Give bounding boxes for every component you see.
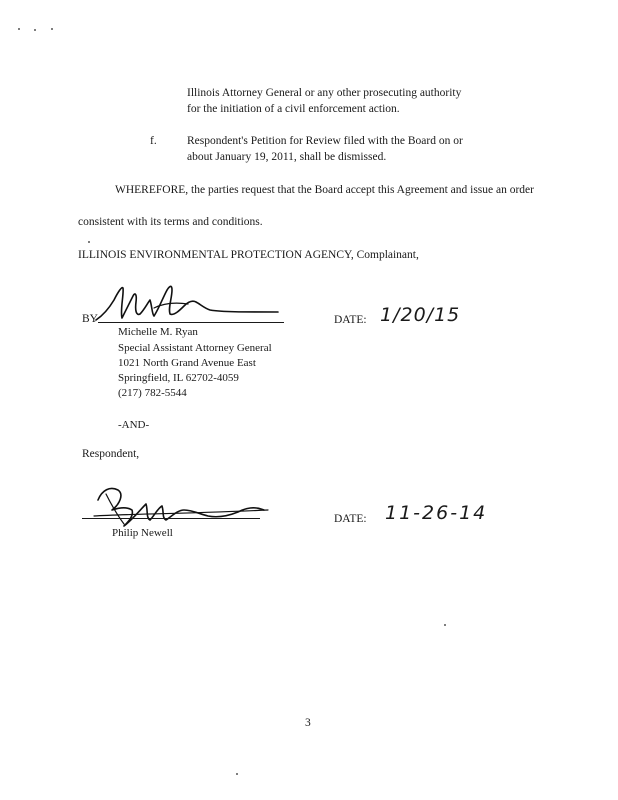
complainant-address-1: 1021 North Grand Avenue East <box>118 357 256 369</box>
and-separator: -AND- <box>118 419 150 431</box>
item-e-line-1: Illinois Attorney General or any other prosecuting authority <box>187 87 462 99</box>
complainant-phone: (217) 782-5544 <box>118 387 187 399</box>
item-f-marker: f. <box>150 135 157 147</box>
complainant-signature <box>92 280 282 330</box>
complainant-address-2: Springfield, IL 62702-4059 <box>118 372 239 384</box>
scan-speck <box>444 624 446 626</box>
item-e-line-2: for the initiation of a civil enforcement action. <box>187 103 400 115</box>
page-number: 3 <box>305 717 311 729</box>
scan-speck <box>18 28 20 30</box>
by-label: BY <box>82 313 98 325</box>
complainant-date-value: 1/20/15 <box>380 304 461 326</box>
wherefore-line-2: consistent with its terms and conditions. <box>78 216 263 228</box>
wherefore-line-1: WHEREFORE, the parties request that the Board accept this Agreement and issue an order <box>115 184 534 196</box>
complainant-date-label: DATE: <box>334 314 367 326</box>
complainant-name: Michelle M. Ryan <box>118 326 198 338</box>
respondent-name: Philip Newell <box>112 527 173 539</box>
scan-speck <box>88 241 90 243</box>
item-f-line-2: about January 19, 2011, shall be dismissed. <box>187 151 387 163</box>
item-f-line-1: Respondent's Petition for Review filed with the Board on or <box>187 135 463 147</box>
complainant-heading: ILLINOIS ENVIRONMENTAL PROTECTION AGENCY, Complainant, <box>78 249 419 261</box>
respondent-signature-line <box>82 518 260 519</box>
respondent-date-label: DATE: <box>334 513 367 525</box>
scan-speck <box>236 773 238 775</box>
scan-speck <box>51 28 53 30</box>
scan-speck <box>34 29 36 31</box>
respondent-date-value: 11-26-14 <box>385 502 488 524</box>
complainant-title: Special Assistant Attorney General <box>118 342 272 354</box>
respondent-heading: Respondent, <box>82 448 140 460</box>
